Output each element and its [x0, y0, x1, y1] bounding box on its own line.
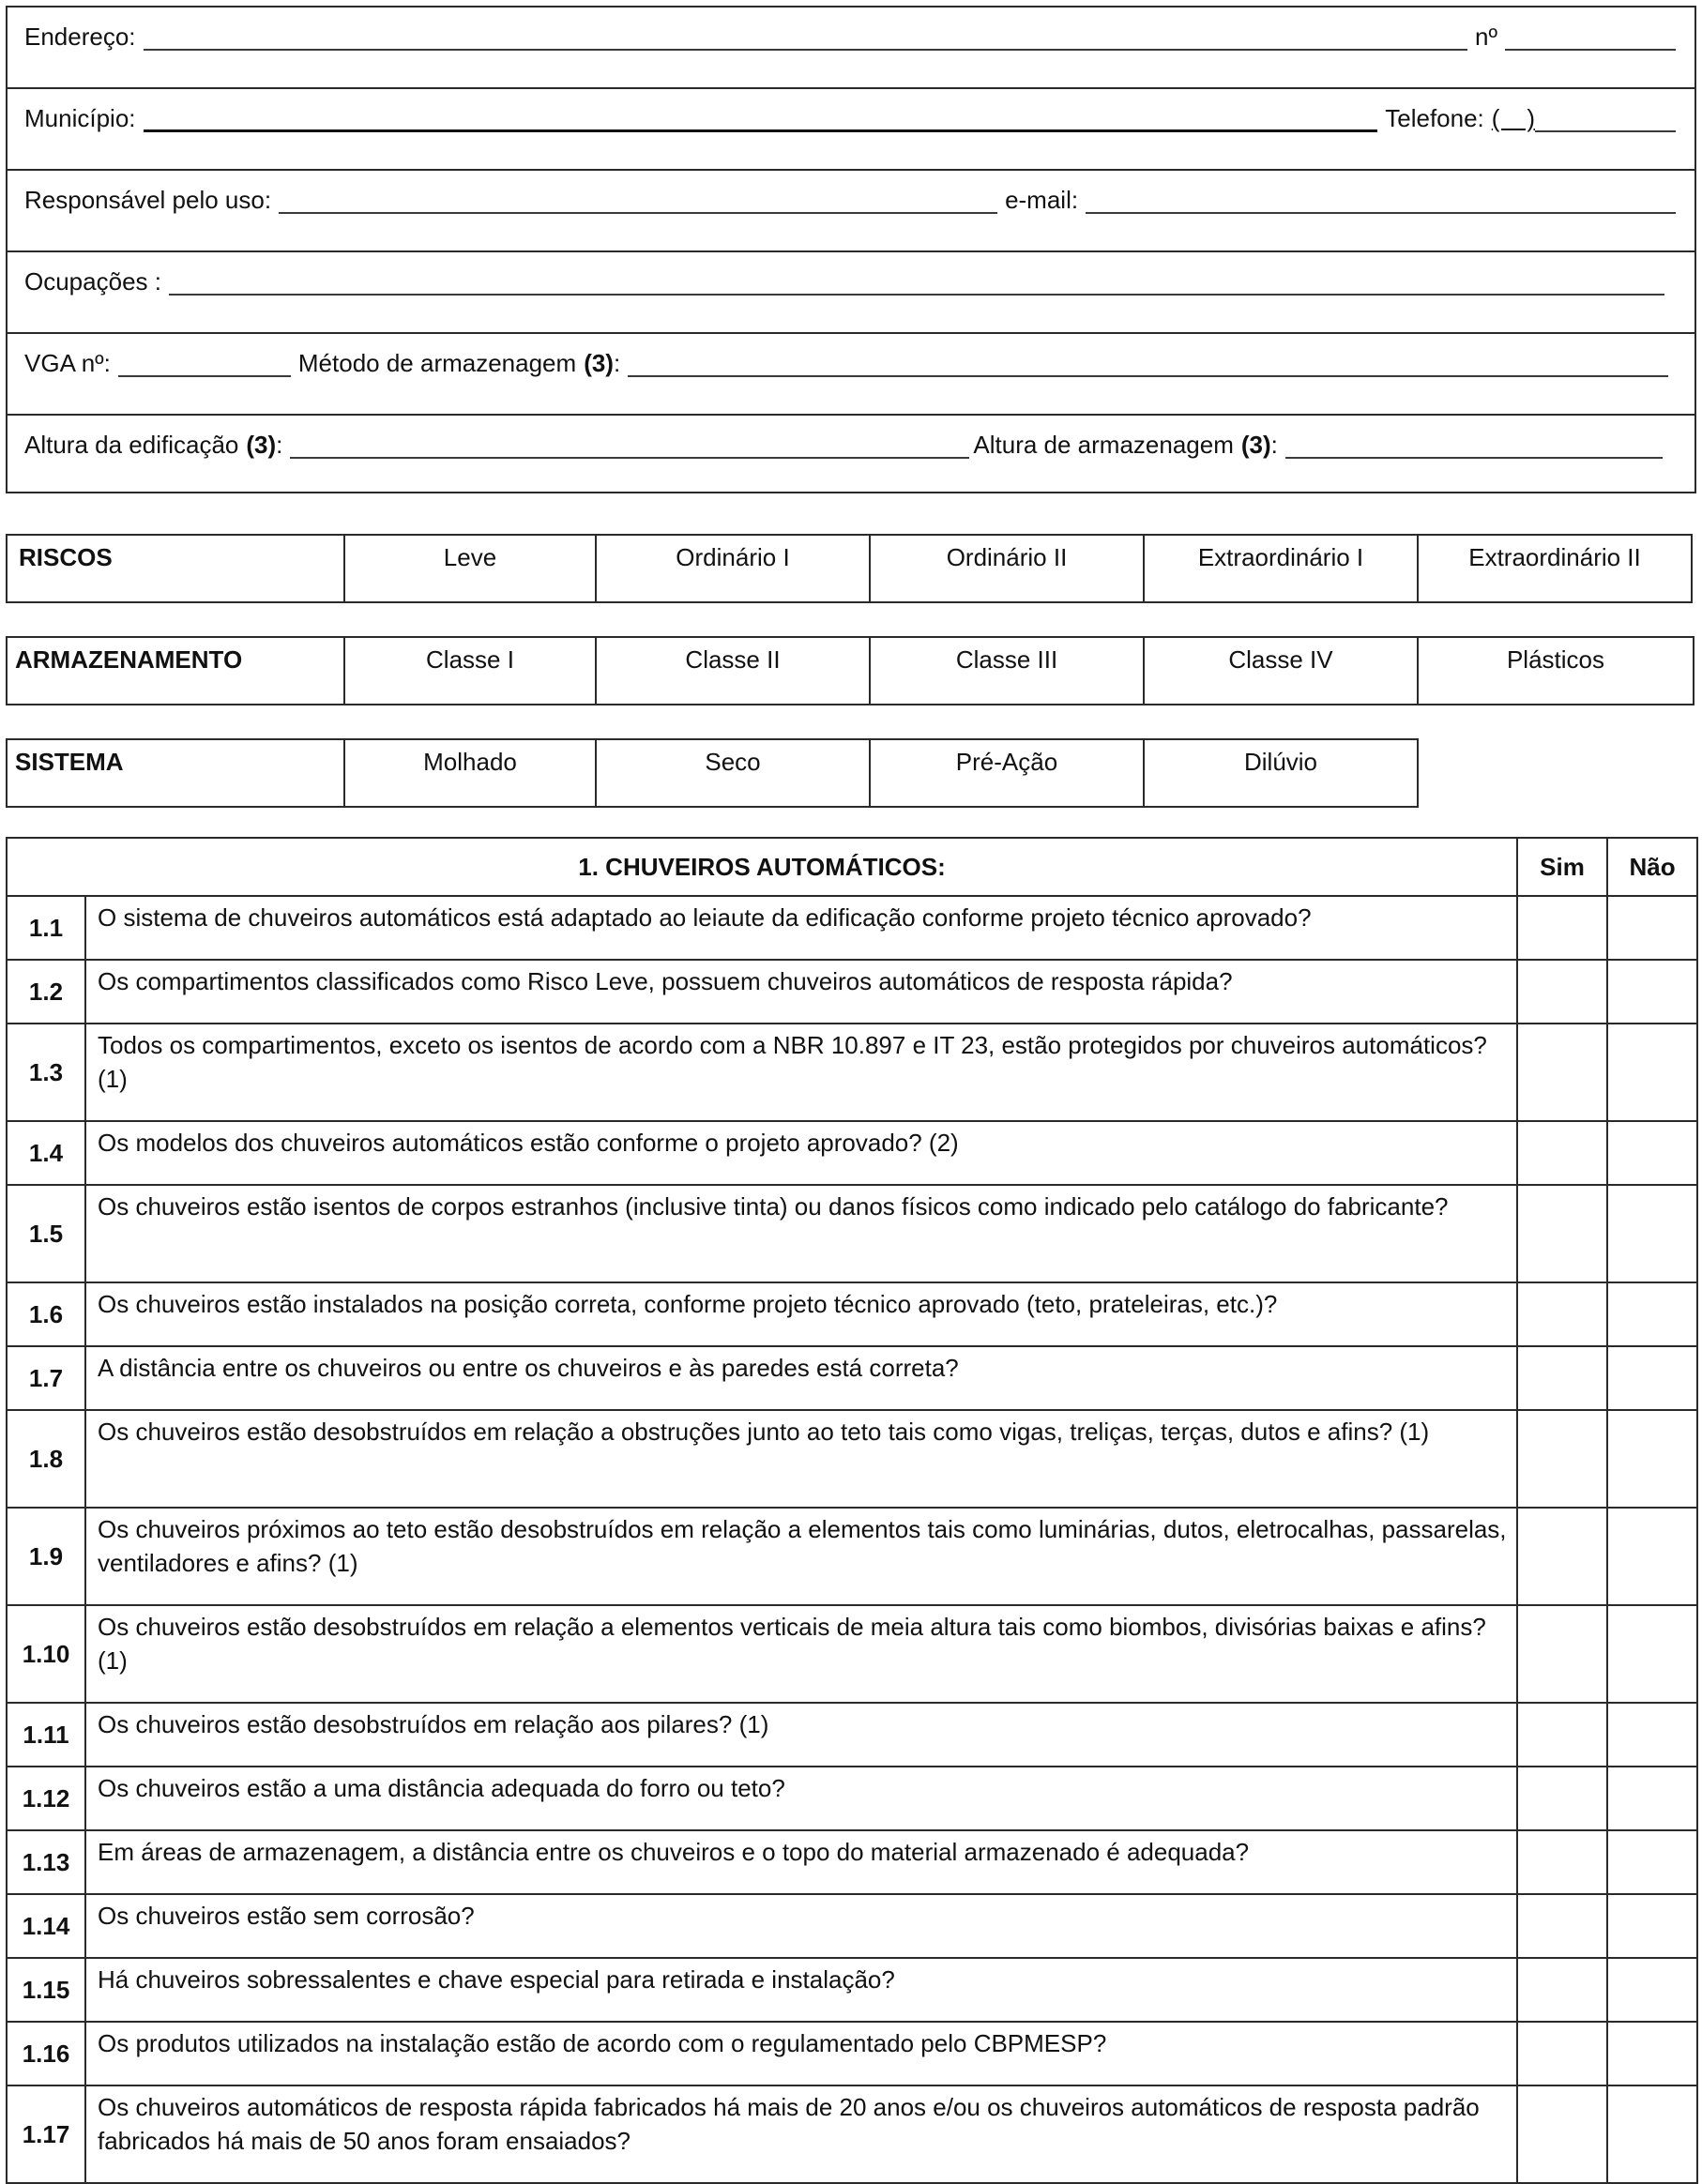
- building-height-label: Altura da edificação: [24, 431, 239, 459]
- answer-sim-cell[interactable]: [1517, 1282, 1607, 1346]
- item-question: Os chuveiros estão desobstruídos em relação aos pilares? (1): [85, 1703, 1517, 1767]
- answer-nao-cell[interactable]: [1607, 1767, 1697, 1830]
- answer-nao-cell[interactable]: [1607, 1894, 1697, 1958]
- answer-sim-cell[interactable]: [1517, 1830, 1607, 1894]
- system-option-diluvio[interactable]: Dilúvio: [1144, 739, 1418, 807]
- checklist-row: [7, 1703, 1697, 1767]
- checklist-body: [7, 896, 1697, 2183]
- email-label: e-mail:: [1005, 186, 1079, 214]
- checklist-row: [7, 1024, 1697, 1121]
- answer-sim-cell[interactable]: [1517, 896, 1607, 960]
- checklist-row: [7, 896, 1697, 960]
- checklist-row: [7, 1767, 1697, 1830]
- answer-sim-cell[interactable]: [1517, 1894, 1607, 1958]
- item-number: 1.13: [7, 1830, 85, 1894]
- answer-sim-cell[interactable]: [1517, 1024, 1607, 1121]
- answer-nao-cell[interactable]: [1607, 960, 1697, 1024]
- storage-height-note: (3): [1240, 431, 1271, 459]
- building-height-colon: :: [276, 431, 283, 459]
- risk-option-ordinario-1[interactable]: Ordinário I: [596, 535, 870, 602]
- answer-sim-cell[interactable]: [1517, 1121, 1607, 1185]
- storage-height-label: Altura de armazenagem: [973, 431, 1234, 459]
- item-question: Os chuveiros estão sem corrosão?: [85, 1894, 1517, 1958]
- item-number: 1.1: [7, 896, 85, 960]
- answer-sim-cell[interactable]: [1517, 1958, 1607, 2022]
- number-label: nº: [1475, 23, 1497, 51]
- system-option-seco[interactable]: Seco: [596, 739, 870, 807]
- storage-row: [7, 637, 1694, 705]
- storage-method-field[interactable]: [628, 351, 1668, 377]
- checklist-row: [7, 1958, 1697, 2022]
- item-number: 1.17: [7, 2085, 85, 2183]
- answer-sim-cell[interactable]: [1517, 1605, 1607, 1703]
- item-question: Todos os compartimentos, exceto os isentos de acordo com a NBR 10.897 e IT 23, estão protegidos por chuveiros automáticos? (1): [85, 1024, 1517, 1121]
- item-number: 1.8: [7, 1410, 85, 1508]
- email-field[interactable]: [1086, 188, 1676, 214]
- responsible-field[interactable]: [279, 188, 997, 214]
- item-question: Os chuveiros estão isentos de corpos estranhos (inclusive tinta) ou danos físicos como indicado pelo catálogo do fabricante?: [85, 1185, 1517, 1282]
- item-question: Os chuveiros estão instalados na posição correta, conforme projeto técnico aprovado (teto, prateleiras, etc.)?: [85, 1282, 1517, 1346]
- checklist-title: 1. CHUVEIROS AUTOMÁTICOS:: [7, 838, 1517, 896]
- number-field[interactable]: [1505, 24, 1676, 51]
- phone-field[interactable]: [1535, 106, 1676, 132]
- address-row: [8, 8, 1694, 89]
- system-option-molhado[interactable]: Molhado: [344, 739, 596, 807]
- system-row: [7, 739, 1418, 807]
- answer-nao-cell[interactable]: [1607, 896, 1697, 960]
- vga-field[interactable]: [118, 351, 291, 377]
- answer-sim-cell[interactable]: [1517, 1508, 1607, 1605]
- answer-sim-cell[interactable]: [1517, 2022, 1607, 2085]
- item-number: 1.11: [7, 1703, 85, 1767]
- height-row: [8, 416, 1694, 497]
- risk-option-extraordinario-2[interactable]: Extraordinário II: [1418, 535, 1692, 602]
- item-number: 1.2: [7, 960, 85, 1024]
- answer-nao-cell[interactable]: [1607, 1508, 1697, 1605]
- building-height-field[interactable]: [290, 432, 969, 459]
- checklist-row: [7, 1346, 1697, 1410]
- answer-nao-cell[interactable]: [1607, 1346, 1697, 1410]
- answer-sim-cell[interactable]: [1517, 1767, 1607, 1830]
- storage-method-label: Método de armazenagem: [297, 349, 577, 377]
- answer-nao-cell[interactable]: [1607, 1282, 1697, 1346]
- column-header-sim: Sim: [1517, 838, 1607, 896]
- item-number: 1.14: [7, 1894, 85, 1958]
- system-label: SISTEMA: [7, 739, 344, 807]
- checklist-row: [7, 960, 1697, 1024]
- answer-nao-cell[interactable]: [1607, 1024, 1697, 1121]
- address-label: Endereço:: [24, 23, 136, 51]
- storage-label: ARMAZENAMENTO: [7, 637, 344, 705]
- checklist-row: [7, 1185, 1697, 1282]
- answer-nao-cell[interactable]: [1607, 1830, 1697, 1894]
- item-number: 1.15: [7, 1958, 85, 2022]
- storage-table: [6, 636, 1694, 705]
- item-number: 1.4: [7, 1121, 85, 1185]
- answer-nao-cell[interactable]: [1607, 2022, 1697, 2085]
- storage-height-field[interactable]: [1285, 432, 1663, 459]
- storage-option-classe-2[interactable]: Classe II: [596, 637, 870, 705]
- answer-sim-cell[interactable]: [1517, 1346, 1607, 1410]
- storage-option-classe-4[interactable]: Classe IV: [1144, 637, 1418, 705]
- system-option-pre-acao[interactable]: Pré-Ação: [870, 739, 1144, 807]
- risk-label: RISCOS: [7, 535, 344, 602]
- storage-option-classe-1[interactable]: Classe I: [344, 637, 596, 705]
- answer-nao-cell[interactable]: [1607, 1703, 1697, 1767]
- sprinkler-checklist-table: [6, 837, 1698, 2184]
- building-height-note: (3): [246, 431, 277, 459]
- risk-table: [6, 534, 1693, 603]
- storage-method-colon: :: [613, 349, 621, 377]
- item-number: 1.3: [7, 1024, 85, 1121]
- occupations-row: [8, 252, 1694, 334]
- checklist-row: [7, 2022, 1697, 2085]
- storage-height-colon: :: [1270, 431, 1278, 459]
- column-header-nao: Não: [1607, 838, 1697, 896]
- item-question: O sistema de chuveiros automáticos está adaptado ao leiaute da edificação conforme projeto técnico aprovado?: [85, 896, 1517, 960]
- address-field[interactable]: [144, 24, 1468, 51]
- item-number: 1.5: [7, 1185, 85, 1282]
- answer-sim-cell[interactable]: [1517, 2085, 1607, 2183]
- item-question: Os compartimentos classificados como Risco Leve, possuem chuveiros automáticos de resposta rápida?: [85, 960, 1517, 1024]
- city-row: [8, 89, 1694, 171]
- answer-sim-cell[interactable]: [1517, 1703, 1607, 1767]
- answer-nao-cell[interactable]: [1607, 1958, 1697, 2022]
- checklist-header-row: [7, 838, 1697, 896]
- item-number: 1.10: [7, 1605, 85, 1703]
- city-field[interactable]: [144, 105, 1378, 132]
- phone-label: Telefone:: [1385, 104, 1484, 132]
- item-number: 1.6: [7, 1282, 85, 1346]
- checklist-row: [7, 1894, 1697, 1958]
- item-question: Os chuveiros estão a uma distância adequada do forro ou teto?: [85, 1767, 1517, 1830]
- identification-box: [6, 6, 1696, 493]
- checklist-row: [7, 1121, 1697, 1185]
- checklist-row: [7, 1282, 1697, 1346]
- risk-option-ordinario-2[interactable]: Ordinário II: [870, 535, 1144, 602]
- checklist-row: [7, 1605, 1697, 1703]
- item-question: Os chuveiros próximos ao teto estão desobstruídos em relação a elementos tais como luminárias, dutos, eletrocalhas, passarelas, ventiladores e afins? (1): [85, 1508, 1517, 1605]
- item-question: Os modelos dos chuveiros automáticos estão conforme o projeto aprovado? (2): [85, 1121, 1517, 1185]
- item-question: Os chuveiros estão desobstruídos em relação a elementos verticais de meia altura tais como biombos, divisórias baixas e afins? (1): [85, 1605, 1517, 1703]
- city-label: Município:: [24, 104, 136, 132]
- checklist-row: [7, 1508, 1697, 1605]
- item-number: 1.7: [7, 1346, 85, 1410]
- answer-sim-cell[interactable]: [1517, 1410, 1607, 1508]
- phone-area-code[interactable]: ( ): [1491, 104, 1535, 132]
- item-question: A distância entre os chuveiros ou entre os chuveiros e às paredes está correta?: [85, 1346, 1517, 1410]
- storage-method-note: (3): [584, 349, 614, 377]
- vga-row: [8, 334, 1694, 416]
- answer-sim-cell[interactable]: [1517, 960, 1607, 1024]
- storage-option-classe-3[interactable]: Classe III: [870, 637, 1144, 705]
- checklist-row: [7, 1830, 1697, 1894]
- system-table: [6, 738, 1419, 808]
- answer-nao-cell[interactable]: [1607, 1410, 1697, 1508]
- storage-option-plasticos[interactable]: Plásticos: [1418, 637, 1694, 705]
- responsible-row: [8, 171, 1694, 252]
- item-number: 1.16: [7, 2022, 85, 2085]
- answer-nao-cell[interactable]: [1607, 1185, 1697, 1282]
- item-question: Há chuveiros sobressalentes e chave especial para retirada e instalação?: [85, 1958, 1517, 2022]
- risk-row: [7, 535, 1692, 602]
- item-number: 1.12: [7, 1767, 85, 1830]
- answer-nao-cell[interactable]: [1607, 1121, 1697, 1185]
- item-number: 1.9: [7, 1508, 85, 1605]
- item-question: Os chuveiros estão desobstruídos em relação a obstruções junto ao teto tais como vigas, treliças, terças, dutos e afins? (1): [85, 1410, 1517, 1508]
- responsible-label: Responsável pelo uso:: [24, 186, 272, 214]
- answer-nao-cell[interactable]: [1607, 1605, 1697, 1703]
- answer-sim-cell[interactable]: [1517, 1185, 1607, 1282]
- risk-option-leve[interactable]: Leve: [344, 535, 596, 602]
- occupations-field[interactable]: [169, 269, 1664, 296]
- checklist-row: [7, 1410, 1697, 1508]
- checklist-row: [7, 2085, 1697, 2183]
- answer-nao-cell[interactable]: [1607, 2085, 1697, 2183]
- occupations-label: Ocupações :: [24, 267, 161, 296]
- vga-label: VGA nº:: [24, 349, 111, 377]
- risk-option-extraordinario-1[interactable]: Extraordinário I: [1144, 535, 1418, 602]
- item-question: Em áreas de armazenagem, a distância entre os chuveiros e o topo do material armazenado é adequada?: [85, 1830, 1517, 1894]
- item-question: Os chuveiros automáticos de resposta rápida fabricados há mais de 20 anos e/ou os chuveiros automáticos de resposta padrão fabricados há mais de 50 anos foram ensaiados?: [85, 2085, 1517, 2183]
- item-question: Os produtos utilizados na instalação estão de acordo com o regulamentado pelo CBPMESP?: [85, 2022, 1517, 2085]
